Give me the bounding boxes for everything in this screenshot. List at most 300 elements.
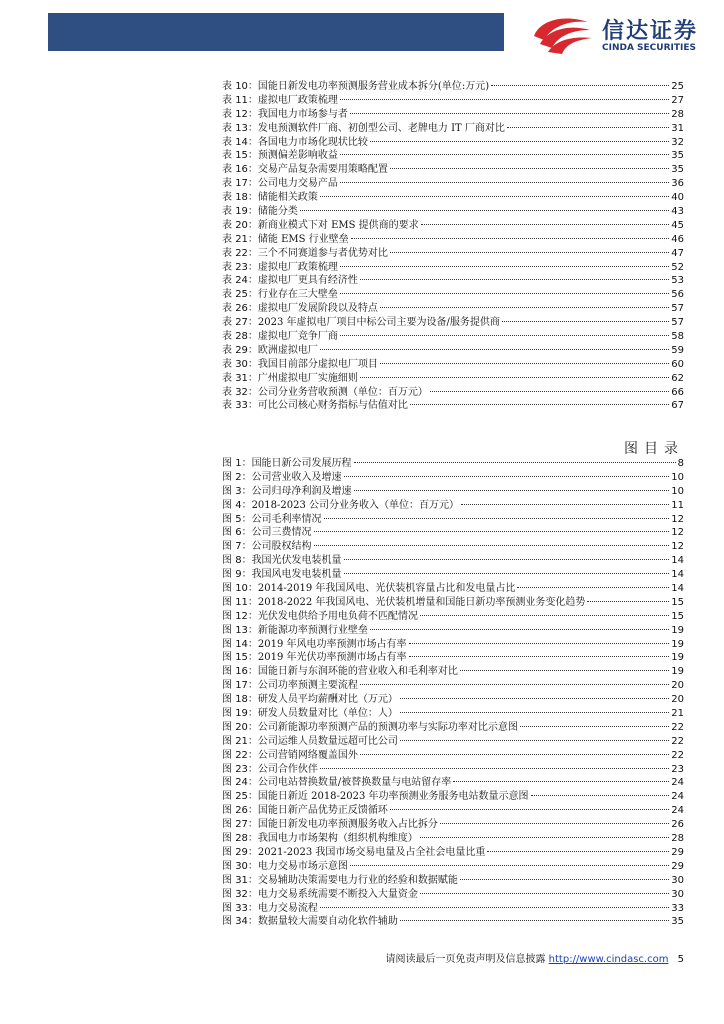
- toc-entry-number: 5: [235, 513, 242, 525]
- toc-entry-label: 图 6：公司三费情况: [222, 527, 312, 539]
- toc-entry-title: 国能日新发电功率预测服务营业成本拆分(单位:万元): [257, 81, 490, 92]
- toc-entry-label: 图 17：公司功率预测主要流程: [222, 680, 358, 692]
- figure-toc-entry[interactable]: [222, 860, 684, 874]
- toc-entry-prefix: 图: [222, 499, 232, 511]
- toc-entry-title: 我国电力市场参与者: [257, 108, 348, 120]
- toc-entry-number: 27: [235, 317, 248, 329]
- toc-dot-leader: [320, 907, 669, 908]
- toc-dot-leader: [320, 768, 669, 769]
- toc-dot-leader: [440, 823, 669, 824]
- toc-dot-leader: [380, 363, 669, 364]
- toc-dot-leader: [409, 656, 670, 657]
- figure-toc-entry[interactable]: [222, 610, 684, 624]
- toc-entry-number: 20: [235, 721, 248, 733]
- toc-entry-label: 表 18：储能相关政策: [222, 192, 318, 204]
- toc-entry-prefix: 图: [222, 694, 232, 706]
- toc-entry-title: 国能日新近 2018-2023 年功率预测业务服务电站数量示意图: [257, 791, 529, 803]
- toc-entry-number: 11: [235, 596, 248, 608]
- company-logo: [530, 12, 710, 56]
- toc-entry-page: 19: [671, 666, 684, 678]
- table-toc-entry[interactable]: [222, 261, 684, 275]
- figure-toc-entry[interactable]: [222, 707, 684, 721]
- figure-toc-entry[interactable]: [222, 721, 684, 735]
- toc-entry-prefix: 表: [222, 275, 232, 287]
- toc-dot-leader: [354, 490, 670, 491]
- toc-entry-label: 图 4：2018-2023 公司分业务收入（单位：百万元）: [222, 499, 460, 511]
- toc-entry-number: 13: [235, 624, 248, 636]
- toc-entry-title: 虚拟电厂发展阶段以及特点: [257, 303, 378, 315]
- toc-entry-page: 66: [671, 386, 684, 398]
- toc-entry-title: 行业存在三大壁垒: [257, 289, 338, 301]
- toc-entry-number: 21: [235, 233, 248, 245]
- toc-entry-page: 15: [671, 596, 684, 608]
- toc-entry-prefix: 图: [222, 638, 232, 650]
- toc-entry-label: 图 12：光伏发电供给予用电负荷不匹配情况: [222, 610, 418, 622]
- toc-dot-leader: [354, 462, 676, 463]
- toc-entry-page: 20: [671, 694, 684, 706]
- toc-dot-leader: [380, 307, 669, 308]
- toc-dot-leader: [340, 293, 669, 294]
- toc-entry-title: 公司电站替换数量/被替换数量与电站留存率: [257, 777, 452, 789]
- toc-entry-page: 56: [671, 289, 684, 301]
- figure-toc-entry[interactable]: [222, 818, 684, 832]
- toc-dot-leader: [370, 141, 669, 142]
- toc-dot-leader: [531, 795, 670, 796]
- toc-entry-number: 13: [235, 122, 248, 134]
- toc-entry-label: 图 10：2014-2019 年我国风电、光伏装机容量占比和发电量占比: [222, 583, 516, 595]
- toc-entry-number: 31: [235, 372, 248, 384]
- toc-entry-number: 8: [235, 555, 242, 567]
- toc-dot-leader: [409, 643, 670, 644]
- toc-dot-leader: [314, 531, 670, 532]
- toc-entry-number: 28: [235, 331, 248, 343]
- toc-entry-label: 图 15：2019 年光伏功率预测市场占有率: [222, 652, 407, 664]
- toc-entry-number: 26: [235, 805, 248, 817]
- toc-entry-page: 20: [671, 680, 684, 692]
- toc-entry-prefix: 图: [222, 833, 232, 845]
- toc-entry-number: 32: [235, 888, 248, 900]
- toc-entry-title: 电力交易流程: [257, 902, 318, 914]
- table-toc-entry[interactable]: [222, 191, 684, 205]
- toc-entry-number: 16: [235, 164, 248, 176]
- figure-toc-entry[interactable]: [222, 874, 684, 888]
- toc-entry-label: 表 27：2023 年虚拟电厂项目中标公司主要为设备/服务提供商: [222, 317, 500, 329]
- figure-toc-entry[interactable]: [222, 596, 684, 610]
- toc-entry-page: 29: [671, 860, 684, 872]
- toc-dot-leader: [344, 559, 670, 560]
- toc-entry-number: 29: [235, 344, 248, 356]
- figure-toc-entry[interactable]: [222, 665, 684, 679]
- toc-entry-prefix: 图: [222, 485, 232, 497]
- figure-toc-entry[interactable]: [222, 457, 684, 471]
- toc-entry-title: 储能相关政策: [257, 192, 318, 204]
- figure-toc-entry[interactable]: [222, 638, 684, 652]
- toc-entry-prefix: 表: [222, 233, 232, 245]
- toc-entry-page: 11: [671, 499, 684, 511]
- toc-entry-label: 图 20：公司新能源功率预测产品的预测功率与实际功率对比示意图: [222, 721, 518, 733]
- toc-entry-label: 图 3：公司归母净利润及增速: [222, 485, 352, 497]
- toc-entry-number: 4: [235, 499, 242, 511]
- toc-entry-number: 27: [235, 819, 248, 831]
- toc-entry-title: 2019 年风电功率预测市场占有率: [257, 638, 407, 650]
- toc-entry-label: 图 5：公司毛利率情况: [222, 513, 322, 525]
- toc-entry-title: 2021-2023 我国市场交易电量及占全社会电量比重: [257, 846, 486, 858]
- toc-entry-title: 国能日新发电功率预测服务收入占比拆分: [257, 819, 438, 831]
- toc-entry-number: 10: [235, 583, 248, 595]
- toc-dot-leader: [420, 615, 669, 616]
- toc-entry-prefix: 图: [222, 666, 232, 678]
- toc-entry-title: 公司归母净利润及增速: [251, 485, 352, 497]
- toc-dot-leader: [320, 349, 669, 350]
- logo-english-name: CINDA SECURITIES: [602, 43, 696, 53]
- toc-entry-title: 公司营业收入及增速: [251, 471, 342, 483]
- toc-entry-page: 57: [671, 303, 684, 315]
- toc-entry-number: 23: [235, 261, 248, 273]
- toc-entry-prefix: 图: [222, 791, 232, 803]
- toc-entry-prefix: 表: [222, 122, 232, 134]
- toc-entry-prefix: 表: [222, 178, 232, 190]
- toc-entry-prefix: 表: [222, 261, 232, 273]
- toc-entry-title: 公司新能源功率预测产品的预测功率与实际功率对比示意图: [257, 721, 518, 733]
- toc-entry-title: 公司三费情况: [251, 527, 312, 539]
- toc-entry-prefix: 表: [222, 94, 232, 106]
- cinda-logo-icon: [530, 14, 594, 54]
- toc-entry-title: 公司合作伙伴: [257, 763, 318, 775]
- toc-entry-page: 43: [671, 206, 684, 218]
- toc-entry-number: 14: [235, 638, 248, 650]
- toc-dot-leader: [370, 629, 669, 630]
- toc-entry-label: 图 7：公司股权结构: [222, 541, 312, 553]
- toc-dot-leader: [340, 99, 669, 100]
- toc-entry-title: 研发人员数量对比（单位：人）: [257, 708, 398, 720]
- toc-entry-prefix: 表: [222, 136, 232, 148]
- toc-entry-number: 29: [235, 846, 248, 858]
- toc-entry-number: 2: [235, 471, 242, 483]
- toc-entry-title: 研发人员平均薪酬对比（万元）: [257, 694, 398, 706]
- toc-entry-prefix: 表: [222, 303, 232, 315]
- toc-entry-number: 24: [235, 777, 248, 789]
- toc-entry-label: 图 19：研发人员数量对比（单位：人）: [222, 708, 398, 720]
- figure-toc-entry[interactable]: [222, 832, 684, 846]
- table-toc-entry[interactable]: [222, 358, 684, 372]
- table-toc-entry[interactable]: [222, 219, 684, 233]
- toc-entry-title: 2018-2022 年我国风电、光伏装机增量和国能日新功率预测业务变化趋势: [257, 596, 586, 608]
- toc-entry-prefix: 图: [222, 763, 232, 775]
- table-toc-entry[interactable]: [222, 372, 684, 386]
- toc-entry-label: 表 14：各国电力市场化现状比较: [222, 136, 368, 148]
- toc-entry-page: 33: [671, 902, 684, 914]
- toc-entry-label: 表 15：预测偏差影响收益: [222, 150, 338, 162]
- figure-toc-entry[interactable]: [222, 651, 684, 665]
- toc-entry-title: 欧洲虚拟电厂: [257, 344, 318, 356]
- toc-entry-number: 12: [235, 108, 248, 120]
- toc-dot-leader: [360, 377, 669, 378]
- toc-entry-title: 预测偏差影响收益: [257, 150, 338, 162]
- toc-entry-page: 32: [671, 136, 684, 148]
- table-toc-entry[interactable]: [222, 386, 684, 400]
- figure-toc-entry[interactable]: [222, 749, 684, 763]
- toc-dot-leader: [320, 196, 669, 197]
- figure-toc-entry[interactable]: [222, 568, 684, 582]
- toc-entry-label: 图 32：电力交易系统需要不断投入大量资金: [222, 888, 418, 900]
- toc-entry-label: 图 31：交易辅助决策需要电力行业的经验和数据赋能: [222, 874, 458, 886]
- toc-entry-title: 交易产品复杂需要用策略配置: [257, 164, 388, 176]
- toc-entry-label: 表 23：虚拟电厂政策梳理: [222, 261, 338, 273]
- toc-entry-title: 国能日新公司发展历程: [251, 458, 352, 469]
- toc-entry-prefix: 表: [222, 289, 232, 301]
- toc-entry-page: 15: [671, 610, 684, 622]
- toc-entry-prefix: 图: [222, 583, 232, 595]
- figure-toc-entry[interactable]: [222, 540, 684, 554]
- toc-entry-prefix: 图: [222, 819, 232, 831]
- toc-entry-title: 各国电力市场化现状比较: [257, 136, 368, 148]
- toc-entry-title: 新能源功率预测行业壁垒: [257, 624, 368, 636]
- toc-entry-prefix: 图: [222, 680, 232, 692]
- toc-entry-label: 表 24：虚拟电厂更具有经济性: [222, 275, 358, 287]
- table-toc-entry[interactable]: [222, 399, 684, 413]
- toc-entry-page: 40: [671, 192, 684, 204]
- figure-toc-entry[interactable]: [222, 693, 684, 707]
- table-toc-entry[interactable]: [222, 233, 684, 247]
- toc-entry-number: 20: [235, 219, 248, 231]
- table-toc-entry[interactable]: [222, 316, 684, 330]
- toc-entry-title: 国能日新与东润环能的营业收入和毛利率对比: [257, 666, 458, 678]
- toc-dot-leader: [421, 224, 670, 225]
- toc-entry-label: 图 18：研发人员平均薪酬对比（万元）: [222, 694, 398, 706]
- toc-entry-label: 表 31：广州虚拟电厂实施细则: [222, 372, 358, 384]
- toc-entry-page: 59: [671, 344, 684, 356]
- toc-entry-title: 储能 EMS 行业壁垒: [257, 233, 349, 245]
- toc-entry-label: 图 8：我国光伏发电装机量: [222, 555, 342, 567]
- header-bar: [48, 13, 504, 51]
- toc-dot-leader: [324, 518, 670, 519]
- figure-toc-entry[interactable]: [222, 526, 684, 540]
- toc-entry-label: 图 26：国能日新产品优势正反馈循环: [222, 805, 388, 817]
- toc-entry-page: 45: [671, 219, 684, 231]
- toc-entry-page: 22: [671, 749, 684, 761]
- toc-entry-number: 15: [235, 150, 248, 162]
- toc-entry-page: 35: [671, 916, 684, 928]
- table-toc-entry[interactable]: [222, 108, 684, 122]
- toc-entry-label: 表 28：虚拟电厂竞争厂商: [222, 331, 338, 343]
- toc-entry-number: 28: [235, 833, 248, 845]
- table-toc-entry[interactable]: [222, 177, 684, 191]
- table-toc-entry[interactable]: [222, 247, 684, 261]
- table-toc-entry[interactable]: [222, 288, 684, 302]
- toc-entry-prefix: 图: [222, 471, 232, 483]
- toc-entry-title: 交易辅助决策需要电力行业的经验和数据赋能: [257, 874, 458, 886]
- toc-entry-number: 31: [235, 874, 248, 886]
- toc-entry-page: 25: [671, 81, 684, 92]
- figure-toc-entry[interactable]: [222, 735, 684, 749]
- figure-toc-entry[interactable]: [222, 485, 684, 499]
- figure-toc-entry[interactable]: [222, 554, 684, 568]
- toc-dot-leader: [340, 182, 669, 183]
- toc-entry-prefix: 表: [222, 247, 232, 259]
- toc-entry-page: 67: [671, 400, 684, 412]
- toc-entry-number: 22: [235, 247, 248, 259]
- figure-toc-entry[interactable]: [222, 624, 684, 638]
- toc-entry-prefix: 图: [222, 777, 232, 789]
- toc-dot-leader: [350, 865, 669, 866]
- figure-toc-entry[interactable]: [222, 763, 684, 777]
- toc-entry-title: 2023 年虚拟电厂项目中标公司主要为设备/服务提供商: [257, 317, 500, 329]
- toc-dot-leader: [520, 726, 669, 727]
- toc-entry-number: 15: [235, 652, 248, 664]
- toc-entry-title: 2018-2023 公司分业务收入（单位：百万元）: [251, 499, 460, 511]
- toc-entry-number: 18: [235, 192, 248, 204]
- toc-entry-label: 表 10：国能日新发电功率预测服务营业成本拆分(单位:万元): [222, 81, 490, 92]
- toc-dot-leader: [487, 851, 669, 852]
- toc-entry-page: 46: [671, 233, 684, 245]
- toc-dot-leader: [360, 279, 669, 280]
- table-toc-entry[interactable]: [222, 274, 684, 288]
- toc-entry-label: 图 25：国能日新近 2018-2023 年功率预测业务服务电站数量示意图: [222, 791, 529, 803]
- figure-toc-entry[interactable]: [222, 582, 684, 596]
- toc-entry-prefix: 表: [222, 108, 232, 120]
- website-link[interactable]: http://www.cindasc.com: [548, 954, 669, 965]
- logo-chinese-name: 信达证券: [602, 19, 699, 44]
- toc-dot-leader: [502, 321, 669, 322]
- toc-entry-number: 33: [235, 902, 248, 914]
- toc-entry-label: 图 28：我国电力市场架构（组织机构维度）: [222, 833, 418, 845]
- toc-entry-page: 19: [671, 624, 684, 636]
- toc-entry-prefix: 图: [222, 513, 232, 525]
- toc-entry-title: 公司电力交易产品: [257, 178, 338, 190]
- toc-entry-number: 17: [235, 680, 248, 692]
- table-toc-entry[interactable]: [222, 330, 684, 344]
- toc-entry-page: 14: [671, 583, 684, 595]
- toc-entry-label: 图 21：公司运维人员数量远超可比公司: [222, 735, 398, 747]
- toc-entry-number: 9: [235, 569, 242, 581]
- toc-entry-page: 53: [671, 275, 684, 287]
- toc-dot-leader: [360, 754, 669, 755]
- toc-entry-title: 我国光伏发电装机量: [251, 555, 342, 567]
- toc-entry-page: 62: [671, 372, 684, 384]
- toc-entry-page: 26: [671, 819, 684, 831]
- table-toc-entry[interactable]: [222, 94, 684, 108]
- toc-entry-number: 25: [235, 791, 248, 803]
- toc-entry-page: 52: [671, 261, 684, 273]
- toc-dot-leader: [360, 684, 669, 685]
- toc-entry-page: 8: [677, 458, 684, 469]
- figure-toc-entry[interactable]: [222, 499, 684, 513]
- toc-entry-prefix: 图: [222, 805, 232, 817]
- toc-entry-label: 表 19：储能分类: [222, 206, 298, 218]
- table-toc-entry[interactable]: [222, 302, 684, 316]
- toc-entry-prefix: 图: [222, 902, 232, 914]
- figure-toc-entry[interactable]: [222, 846, 684, 860]
- toc-entry-prefix: 图: [222, 860, 232, 872]
- toc-dot-leader: [400, 920, 669, 921]
- toc-entry-prefix: 表: [222, 344, 232, 356]
- figure-toc-entry[interactable]: [222, 471, 684, 485]
- toc-entry-title: 公司功率预测主要流程: [257, 680, 358, 692]
- toc-dot-leader: [460, 879, 669, 880]
- toc-entry-label: 表 25：行业存在三大壁垒: [222, 289, 338, 301]
- toc-entry-prefix: 图: [222, 458, 232, 469]
- toc-entry-number: 34: [235, 916, 248, 928]
- table-toc-entry[interactable]: [222, 163, 684, 177]
- figures-toc: [222, 457, 684, 929]
- toc-entry-prefix: 图: [222, 569, 232, 581]
- toc-entry-page: 14: [671, 569, 684, 581]
- figure-toc-entry[interactable]: [222, 902, 684, 916]
- toc-entry-number: 25: [235, 289, 248, 301]
- toc-entry-page: 22: [671, 721, 684, 733]
- toc-entry-label: 图 23：公司合作伙伴: [222, 763, 318, 775]
- toc-entry-number: 19: [235, 708, 248, 720]
- toc-entry-number: 32: [235, 386, 248, 398]
- toc-entry-prefix: 图: [222, 541, 232, 553]
- figure-toc-entry[interactable]: [222, 888, 684, 902]
- toc-entry-number: 12: [235, 610, 248, 622]
- toc-entry-label: 图 27：国能日新发电功率预测服务收入占比拆分: [222, 819, 438, 831]
- toc-entry-page: 31: [671, 122, 684, 134]
- toc-entry-page: 36: [671, 178, 684, 190]
- table-toc-entry[interactable]: [222, 80, 684, 94]
- toc-entry-label: 表 26：虚拟电厂发展阶段以及特点: [222, 303, 378, 315]
- table-toc-entry[interactable]: [222, 205, 684, 219]
- toc-dot-leader: [507, 127, 669, 128]
- toc-entry-page: 12: [671, 541, 684, 553]
- tables-toc: [222, 80, 684, 413]
- toc-dot-leader: [400, 698, 669, 699]
- table-toc-entry[interactable]: [222, 122, 684, 136]
- figure-toc-entry[interactable]: [222, 776, 684, 790]
- toc-dot-leader: [453, 781, 669, 782]
- toc-dot-leader: [400, 712, 669, 713]
- toc-entry-title: 虚拟电厂政策梳理: [257, 94, 338, 106]
- figure-toc-entry[interactable]: [222, 915, 684, 929]
- toc-entry-label: 表 32：公司分业务营收预测（单位：百万元）: [222, 386, 428, 398]
- toc-dot-leader: [460, 670, 669, 671]
- toc-entry-page: 23: [671, 763, 684, 775]
- table-toc-entry[interactable]: [222, 344, 684, 358]
- figure-toc-entry[interactable]: [222, 790, 684, 804]
- table-toc-entry[interactable]: [222, 136, 684, 150]
- figure-toc-entry[interactable]: [222, 679, 684, 693]
- figure-toc-entry[interactable]: [222, 804, 684, 818]
- toc-entry-prefix: 图: [222, 888, 232, 900]
- toc-entry-prefix: 图: [222, 596, 232, 608]
- page-footer: [300, 950, 684, 965]
- figure-toc-entry[interactable]: [222, 513, 684, 527]
- toc-entry-label: 表 29：欧洲虚拟电厂: [222, 344, 318, 356]
- toc-entry-prefix: 图: [222, 624, 232, 636]
- toc-entry-prefix: 图: [222, 846, 232, 858]
- table-toc-entry[interactable]: [222, 149, 684, 163]
- toc-dot-leader: [410, 404, 669, 405]
- toc-entry-label: 表 30：我国目前部分虚拟电厂项目: [222, 358, 378, 370]
- toc-entry-prefix: 表: [222, 400, 232, 412]
- toc-entry-prefix: 表: [222, 386, 232, 398]
- toc-entry-label: 图 22：公司营销网络覆盖国外: [222, 749, 358, 761]
- toc-entry-prefix: 图: [222, 555, 232, 567]
- toc-dot-leader: [340, 266, 669, 267]
- toc-entry-prefix: 图: [222, 749, 232, 761]
- toc-entry-title: 公司营销网络覆盖国外: [257, 749, 358, 761]
- toc-entry-title: 新商业模式下对 EMS 提供商的要求: [257, 219, 419, 231]
- toc-dot-leader: [430, 391, 669, 392]
- toc-entry-number: 30: [235, 358, 248, 370]
- toc-entry-prefix: 表: [222, 219, 232, 231]
- toc-entry-prefix: 表: [222, 192, 232, 204]
- page-number: 5: [677, 954, 684, 965]
- toc-entry-prefix: 表: [222, 317, 232, 329]
- toc-entry-title: 我国风电发电装机量: [251, 569, 342, 581]
- toc-dot-leader: [400, 740, 669, 741]
